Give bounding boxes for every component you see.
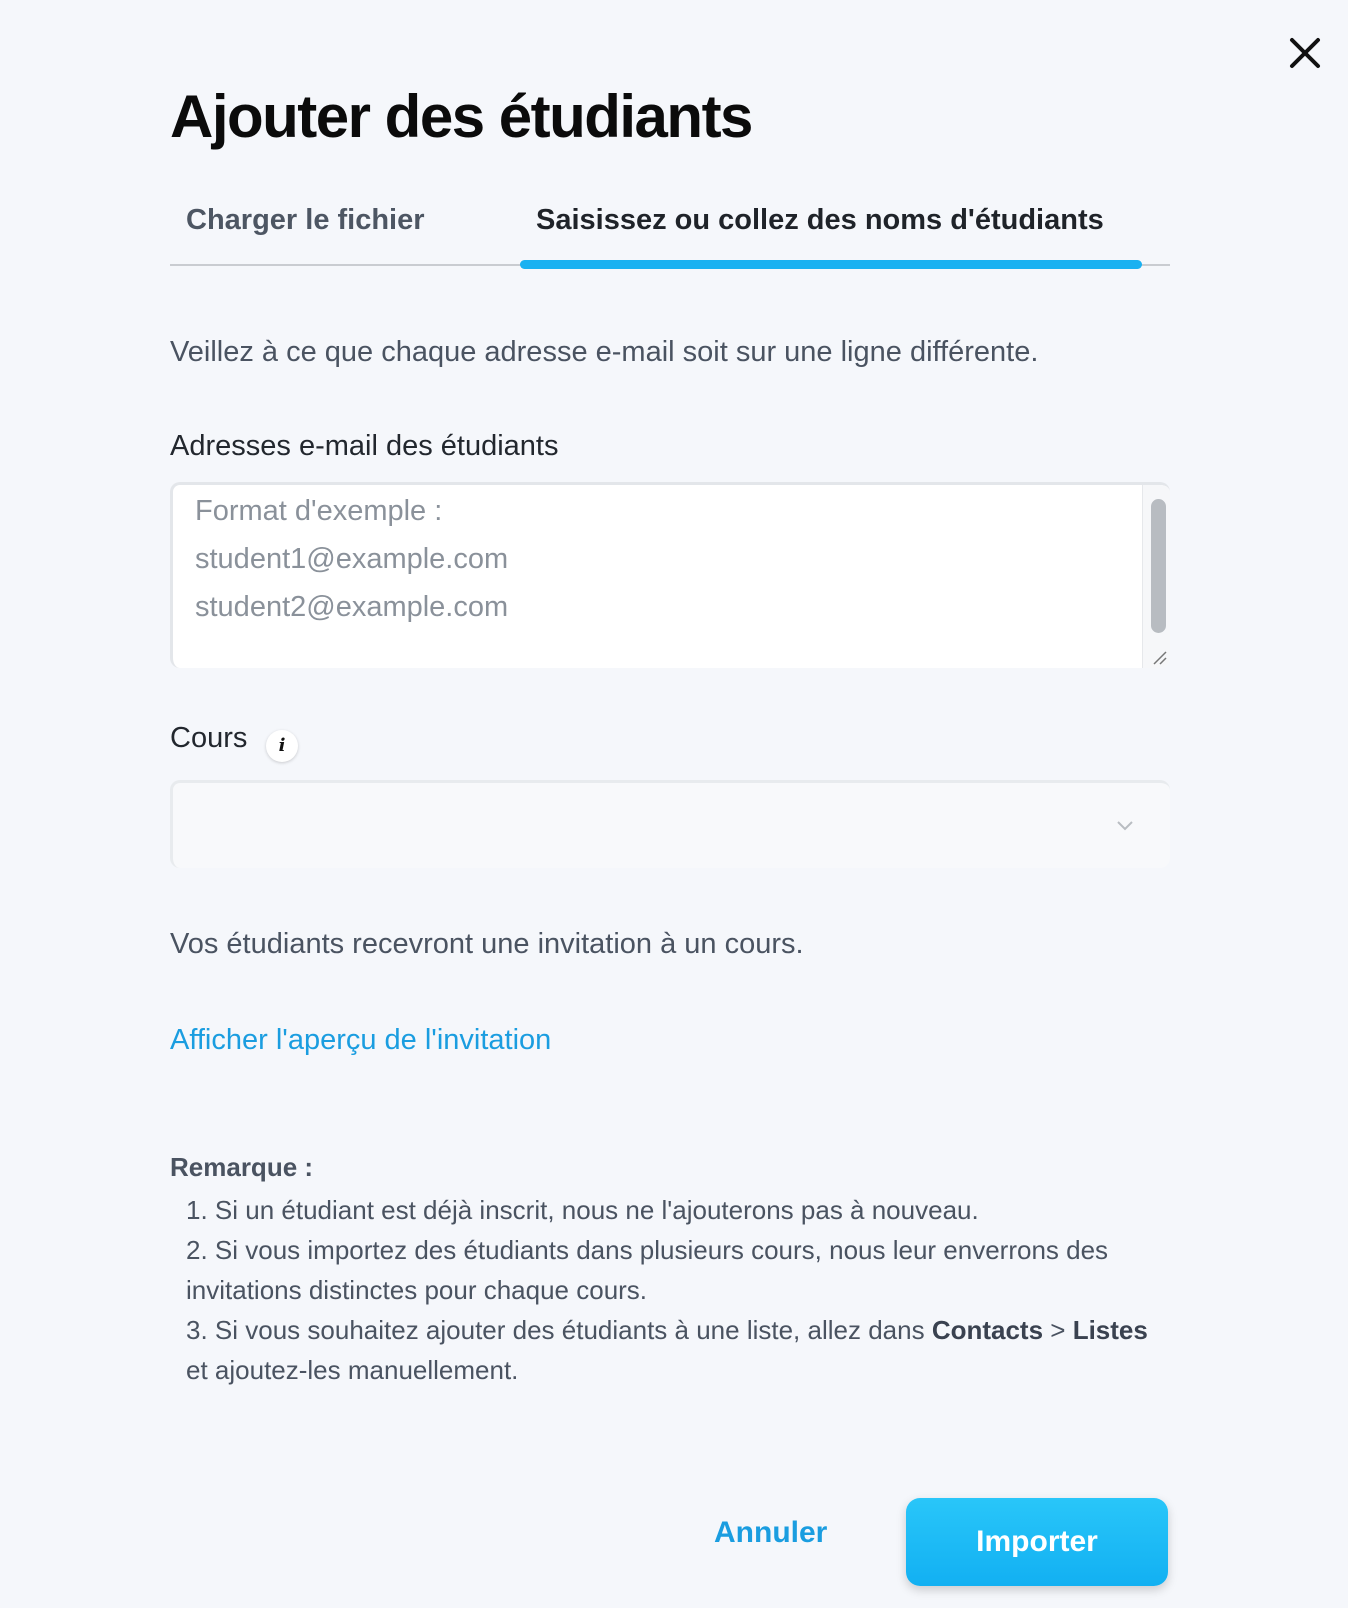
placeholder-line: student2@example.com <box>195 591 509 623</box>
active-tab-indicator <box>520 260 1142 269</box>
note-item-3-suffix: et ajoutez-les manuellement. <box>186 1355 519 1385</box>
note-item-2: 2. Si vous importez des étudiants dans plusieurs cours, nous leur enverrons des invitations distinctes pour chaque cours. <box>186 1235 1109 1305</box>
note-item-3-separator: > <box>1043 1315 1073 1345</box>
tab-bar <box>170 190 1170 266</box>
note-list <box>186 1190 1176 1390</box>
dialog-title: Ajouter des étudiants <box>170 83 752 150</box>
textarea-scrollbar[interactable] <box>1142 485 1170 668</box>
resize-handle-icon[interactable] <box>1150 648 1168 666</box>
emails-textarea[interactable] <box>170 482 1170 668</box>
note-item-3 <box>186 1310 1176 1390</box>
contacts-term: Contacts <box>931 1315 1044 1345</box>
emails-label: Adresses e-mail des étudiants <box>170 430 559 462</box>
tab-upload-file[interactable]: Charger le fichier <box>186 204 425 236</box>
note-item-3-prefix: 3. Si vous souhaitez ajouter des étudiants à une liste, allez dans <box>186 1315 932 1345</box>
scrollbar-thumb[interactable] <box>1151 499 1166 633</box>
note-title: Remarque : <box>170 1152 314 1182</box>
chevron-down-icon <box>1115 819 1135 833</box>
cancel-button[interactable]: Annuler <box>714 1516 828 1549</box>
import-button[interactable]: Importer <box>906 1498 1168 1586</box>
tab-enter-names[interactable]: Saisissez ou collez des noms d'étudiants <box>536 204 1104 236</box>
note-item-1: 1. Si un étudiant est déjà inscrit, nous ne l'ajouterons pas à nouveau. <box>186 1195 979 1225</box>
close-icon <box>1288 36 1322 70</box>
course-select[interactable] <box>170 780 1170 868</box>
invite-info-text: Vos étudiants recevront une invitation à un cours. <box>170 928 804 960</box>
course-label: Cours <box>170 722 248 754</box>
info-icon[interactable]: i <box>266 730 298 762</box>
placeholder-line: student1@example.com <box>195 543 509 575</box>
close-button[interactable] <box>1288 36 1322 70</box>
lists-term: Listes <box>1072 1315 1148 1345</box>
preview-invitation-link[interactable]: Afficher l'aperçu de l'invitation <box>170 1024 552 1056</box>
placeholder-line: Format d'exemple : <box>195 495 443 527</box>
instructions-text: Veillez à ce que chaque adresse e-mail soit sur une ligne différente. <box>170 336 1039 368</box>
